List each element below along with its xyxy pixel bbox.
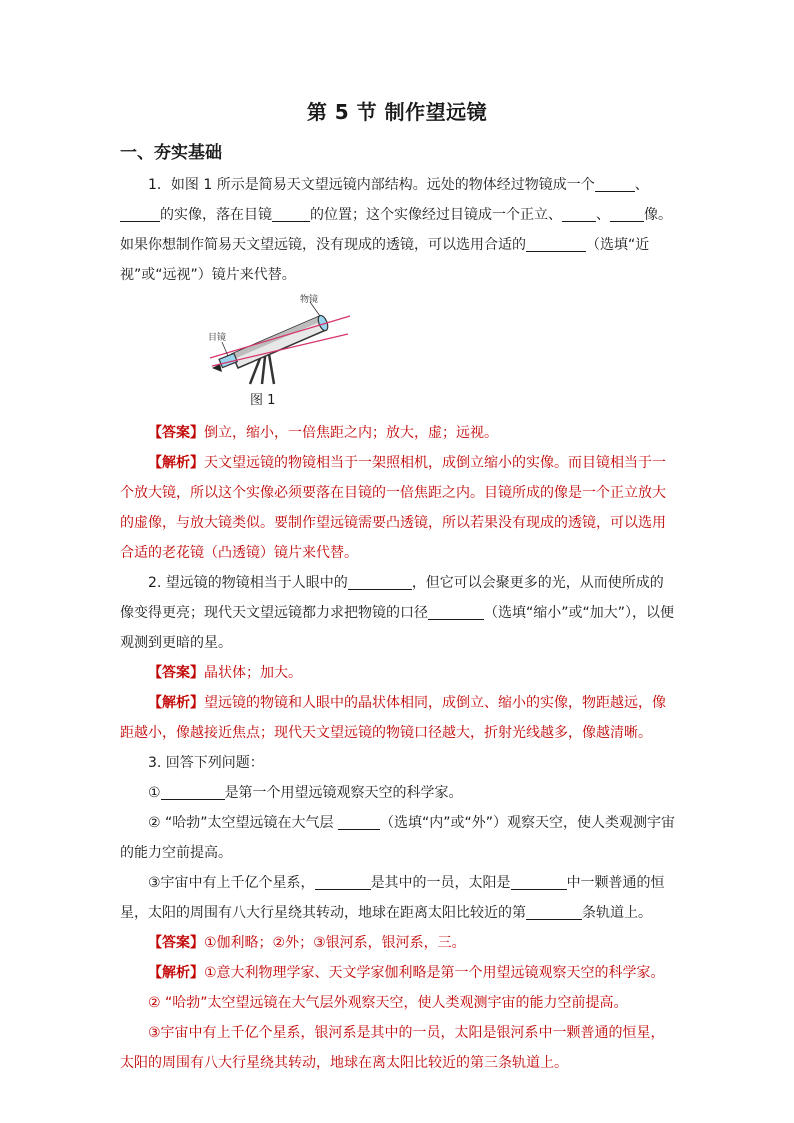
analysis-3-part-2: ② “哈勃”太空望远镜在大气层外观察天空，使人类观测宇宙的能力空前提高。 xyxy=(148,995,628,1011)
blank-2 xyxy=(120,204,160,222)
question-1: 1．如图 1 所示是简易天文望远镜内部结构。远处的物体经过物镜成一个 、的实像，落在目镜 的位置；这个实像经过目镜成一个正立、 、 像。如果你想制作简易天文望远镜，没有现成的透镜，可以选用合适的 （选填“近视”或“远视”）镜片来代替。 xyxy=(120,170,676,290)
blank-10 xyxy=(338,812,380,830)
blank-6 xyxy=(526,234,586,252)
blank-1 xyxy=(595,174,635,192)
blank-13 xyxy=(526,902,582,920)
page-title: 第 5 节 制作望远镜 xyxy=(306,100,488,124)
section-heading: 一、夯实基础 xyxy=(120,143,222,163)
blank-3 xyxy=(272,204,310,222)
question-3: 3. 回答下列问题： xyxy=(148,755,264,771)
analysis-2: 【解析】望远镜的物镜和人眼中的晶状体相同，成倒立、缩小的实像，物距越远，像距越小，像越接近焦点；现代天文望远镜的物镜口径越大，折射光线越多，像越清晰。 xyxy=(120,695,666,741)
content xyxy=(120,170,676,1078)
blank-11 xyxy=(315,872,371,890)
answer-2: 【答案】晶状体；加大。 xyxy=(148,665,302,681)
blank-12 xyxy=(511,872,567,890)
blank-8 xyxy=(428,602,484,620)
blank-5 xyxy=(610,204,644,222)
blank-4 xyxy=(562,204,596,222)
answer-1: 【答案】倒立，缩小，一倍焦距之内；放大，虚；远视。 xyxy=(148,425,498,441)
analysis-1: 【解析】天文望远镜的物镜相当于一架照相机，成倒立缩小的实像。而目镜相当于一个放大镜，所以这个实像必须要落在目镜的一倍焦距之内。目镜所成的像是一个正立放大的虚像，与放大镜类似。要制作望远镜需要凸透镜，所以若果没有现成的透镜，可以选用合适的老花镜（凸透镜）镜片来代替。 xyxy=(120,455,666,561)
figure-caption: 图 1 xyxy=(250,393,276,408)
analysis-3: 【解析】①意大利物理学家、天文学家伽利略是第一个用望远镜观察天空的科学家。 xyxy=(148,965,665,981)
question-2: 2. 望远镜的物镜相当于人眼中的 ，但它可以会聚更多的光，从而使所成的像变得更亮；现代天文望远镜都力求把物镜的口径 （选填“缩小”或“加大”），以便观测到更暗的星。 xyxy=(120,568,676,658)
label-eyepiece: 目镜 xyxy=(208,333,227,343)
blank-9 xyxy=(161,782,225,800)
answer-3: 【答案】①伽利略；②外；③银河系，银河系，三。 xyxy=(148,935,466,951)
question-3-part-3: ③宇宙中有上千亿个星系， 是其中的一员，太阳是 中一颗普通的恒星，太阳的周围有八大行星绕其转动，地球在距离太阳比较近的第 条轨道上。 xyxy=(120,868,676,928)
analysis-3-part-3: ③宇宙中有上千亿个星系，银河系是其中的一员，太阳是银河系中一颗普通的恒星，太阳的周围有八大行星绕其转动，地球在离太阳比较近的第三条轨道上。 xyxy=(120,1025,665,1071)
label-objective: 物镜 xyxy=(300,295,319,305)
blank-7 xyxy=(348,572,412,590)
figure-1 xyxy=(120,294,676,418)
question-3-part-1: ① 是第一个用望远镜观察天空的科学家。 xyxy=(120,778,676,808)
telescope-illustration xyxy=(202,294,352,386)
question-3-part-2: ② “哈勃”太空望远镜在大气层 （选填“内”或“外”）观察天空，使人类观测宇宙的能力空前提高。 xyxy=(120,808,676,868)
